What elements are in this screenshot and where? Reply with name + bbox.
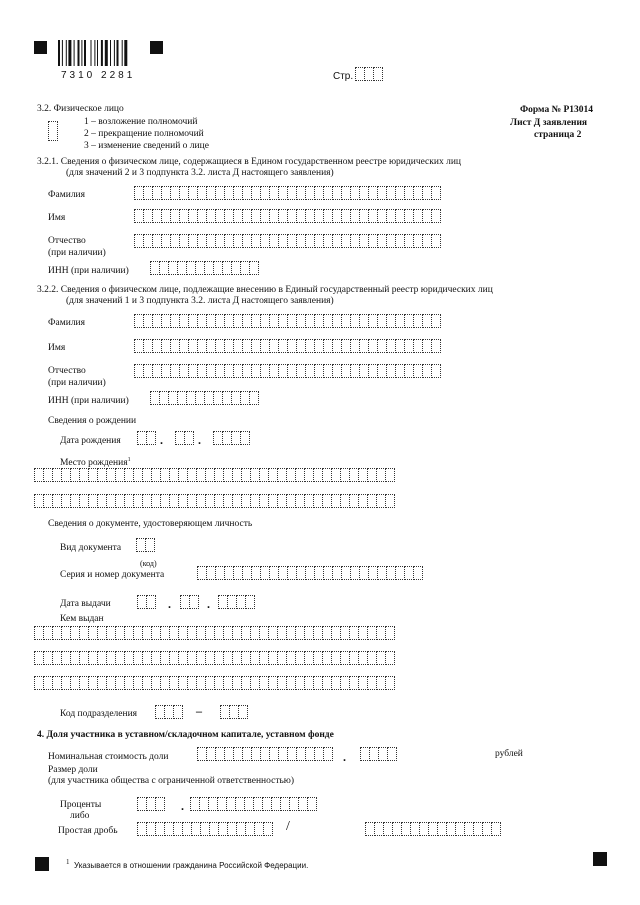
corner-marker-bottom-right — [593, 852, 607, 866]
input-cell[interactable] — [431, 364, 441, 378]
input-cell[interactable] — [431, 186, 441, 200]
barcode-bar — [105, 40, 108, 66]
section-32-title: 3.2. Физическое лицо — [37, 104, 124, 114]
barcode-number: 7310 2281 — [61, 70, 136, 81]
birth-info-label: Сведения о рождении — [48, 416, 137, 426]
share-size-label: Размер доли — [48, 765, 98, 775]
footnote-ref: 1 — [127, 457, 131, 463]
input-cell[interactable] — [189, 595, 199, 609]
input-cell[interactable] — [249, 391, 259, 405]
rubles-label: рублей — [495, 749, 523, 759]
issued-by-label: Кем выдан — [60, 614, 104, 624]
issue-month-field[interactable] — [180, 595, 198, 609]
fraction-denominator-field[interactable] — [365, 822, 500, 836]
percent-int-field[interactable] — [137, 797, 164, 811]
input-cell[interactable] — [491, 822, 501, 836]
barcode-bar — [81, 40, 82, 66]
page-label: Стр. — [333, 71, 354, 82]
percent-frac-field[interactable] — [190, 797, 316, 811]
input-cell[interactable] — [373, 67, 383, 81]
inn-field-1[interactable] — [150, 261, 258, 275]
barcode-bar — [122, 40, 123, 66]
option-1: 1 – возложение полномочий — [84, 117, 198, 127]
input-cell[interactable] — [146, 431, 156, 445]
barcode-bar — [84, 40, 86, 66]
doc-type-label: Вид документа — [60, 543, 122, 553]
doc-info-label: Сведения о документе, удостоверяющем личность — [48, 519, 253, 529]
option-3: 3 – изменение сведений о лице — [84, 141, 209, 151]
barcode-bar — [62, 40, 63, 66]
barcode-bar — [91, 40, 92, 66]
code-note: (код) — [140, 559, 157, 568]
input-cell[interactable] — [385, 468, 395, 482]
input-cell[interactable] — [238, 705, 248, 719]
section-321-subtitle: (для значений 2 и 3 подпункта 3.2. листа Д настоящего заявления) — [66, 168, 334, 178]
date-separator: . — [160, 433, 163, 447]
nominal-kopecks-field[interactable] — [360, 747, 396, 761]
barcode-bar — [58, 40, 60, 66]
input-cell[interactable] — [431, 234, 441, 248]
corner-marker-bottom-left — [35, 857, 49, 871]
section-321-title: 3.2.1. Сведения о физическом лице, содержащиеся в Едином государственном реестре юридических лиц — [37, 157, 461, 167]
barcode-bar — [74, 40, 75, 66]
input-cell[interactable] — [155, 797, 165, 811]
issue-year-field[interactable] — [218, 595, 254, 609]
barcode-bar — [94, 40, 95, 66]
inn-field-2[interactable] — [150, 391, 258, 405]
input-cell[interactable] — [184, 431, 194, 445]
input-cell[interactable] — [413, 566, 423, 580]
issue-date-label: Дата выдачи — [60, 599, 111, 609]
input-cell[interactable] — [145, 538, 155, 552]
surname-label-1: Фамилия — [48, 190, 86, 200]
barcode — [58, 40, 142, 66]
corner-marker-top-right — [150, 41, 163, 54]
patronymic-field-2[interactable] — [134, 364, 440, 378]
decimal-separator: . — [343, 750, 346, 764]
corner-marker-top-left — [34, 41, 47, 54]
barcode-bar — [66, 40, 67, 66]
doc-series-label: Серия и номер документа — [60, 570, 165, 580]
birth-place-row-2[interactable] — [34, 494, 394, 508]
inn-label-2: ИНН (при наличии) — [48, 396, 129, 406]
barcode-bar — [114, 40, 115, 66]
input-cell[interactable] — [431, 314, 441, 328]
input-cell[interactable] — [48, 121, 58, 141]
percent-label: Проценты — [60, 800, 102, 810]
issue-day-field[interactable] — [137, 595, 155, 609]
input-cell[interactable] — [323, 747, 333, 761]
issued-by-row-3[interactable] — [34, 676, 394, 690]
footnote-text: Указывается в отношении гражданина Российской Федерации. — [74, 861, 309, 870]
input-cell[interactable] — [385, 626, 395, 640]
section-322-title: 3.2.2. Сведения о физическом лице, подлежащие внесению в Единый государственный реестр юридических лиц — [37, 285, 493, 295]
issued-by-row-1[interactable] — [34, 626, 394, 640]
person-type-cell[interactable] — [48, 121, 57, 141]
input-cell[interactable] — [240, 431, 250, 445]
input-cell[interactable] — [146, 595, 156, 609]
option-2: 2 – прекращение полномочий — [84, 129, 204, 139]
nominal-label: Номинальная стоимость доли — [48, 752, 169, 762]
footnote-mark: 1 — [66, 858, 70, 866]
input-cell[interactable] — [431, 339, 441, 353]
issued-by-row-2[interactable] — [34, 651, 394, 665]
patronymic-note-1: (при наличии) — [48, 248, 106, 258]
birth-month-field[interactable] — [175, 431, 193, 445]
surname-field-1[interactable] — [134, 186, 440, 200]
decimal-separator: . — [181, 799, 184, 813]
share-note: (для участника общества с ограниченной ответственностью) — [48, 776, 295, 786]
sheet-title: Лист Д заявления — [510, 118, 588, 128]
input-cell[interactable] — [385, 494, 395, 508]
nominal-rubles-field[interactable] — [197, 747, 332, 761]
barcode-bar — [68, 40, 71, 66]
input-cell[interactable] — [307, 797, 317, 811]
input-cell[interactable] — [173, 705, 183, 719]
surname-label-2: Фамилия — [48, 318, 86, 328]
birth-year-field[interactable] — [213, 431, 249, 445]
barcode-bar — [101, 40, 103, 66]
or-label: либо — [70, 811, 90, 821]
patronymic-field-1[interactable] — [134, 234, 440, 248]
fraction-slash: / — [286, 819, 290, 834]
patronymic-label-1: Отчество — [48, 236, 86, 246]
input-cell[interactable] — [263, 822, 273, 836]
name-field-2[interactable] — [134, 339, 440, 353]
inn-label-1: ИНН (при наличии) — [48, 266, 129, 276]
page-number-cells[interactable] — [355, 67, 382, 81]
doc-type-field[interactable] — [136, 538, 154, 552]
barcode-bar — [124, 40, 127, 66]
patronymic-label-2: Отчество — [48, 366, 86, 376]
birth-day-field[interactable] — [137, 431, 155, 445]
sheet-page: страница 2 — [534, 130, 582, 140]
barcode-bar — [97, 40, 98, 66]
input-cell[interactable] — [387, 747, 397, 761]
input-cell[interactable] — [431, 209, 441, 223]
input-cell[interactable] — [385, 676, 395, 690]
fraction-numerator-field[interactable] — [137, 822, 272, 836]
date-separator: . — [198, 433, 201, 447]
barcode-bar — [78, 40, 80, 66]
name-label-1: Имя — [48, 213, 66, 223]
name-field-1[interactable] — [134, 209, 440, 223]
birth-place-row-1[interactable] — [34, 468, 394, 482]
input-cell[interactable] — [385, 651, 395, 665]
patronymic-note-2: (при наличии) — [48, 378, 106, 388]
division-code-dash: – — [196, 704, 202, 718]
section-322-subtitle: (для значений 1 и 3 подпункта 3.2. листа Д настоящего заявления) — [66, 296, 334, 306]
division-code-part-2[interactable] — [220, 705, 247, 719]
division-code-part-1[interactable] — [155, 705, 182, 719]
division-code-label: Код подразделения — [60, 709, 138, 719]
birth-place-label: Место рождения$^1$ — [60, 457, 131, 469]
birth-date-label: Дата рождения — [60, 436, 121, 446]
surname-field-2[interactable] — [134, 314, 440, 328]
section-4-title: 4. Доля участника в уставном/складочном капитале, уставном фонде — [37, 730, 334, 740]
barcode-bar — [110, 40, 111, 66]
date-separator: . — [168, 597, 171, 611]
input-cell[interactable] — [245, 595, 255, 609]
date-separator: . — [207, 597, 210, 611]
input-cell[interactable] — [249, 261, 259, 275]
name-label-2: Имя — [48, 343, 66, 353]
fraction-label: Простая дробь — [58, 826, 118, 836]
form-number: Форма № Р13014 — [520, 105, 594, 115]
barcode-bar — [117, 40, 119, 66]
doc-series-field[interactable] — [197, 566, 422, 580]
